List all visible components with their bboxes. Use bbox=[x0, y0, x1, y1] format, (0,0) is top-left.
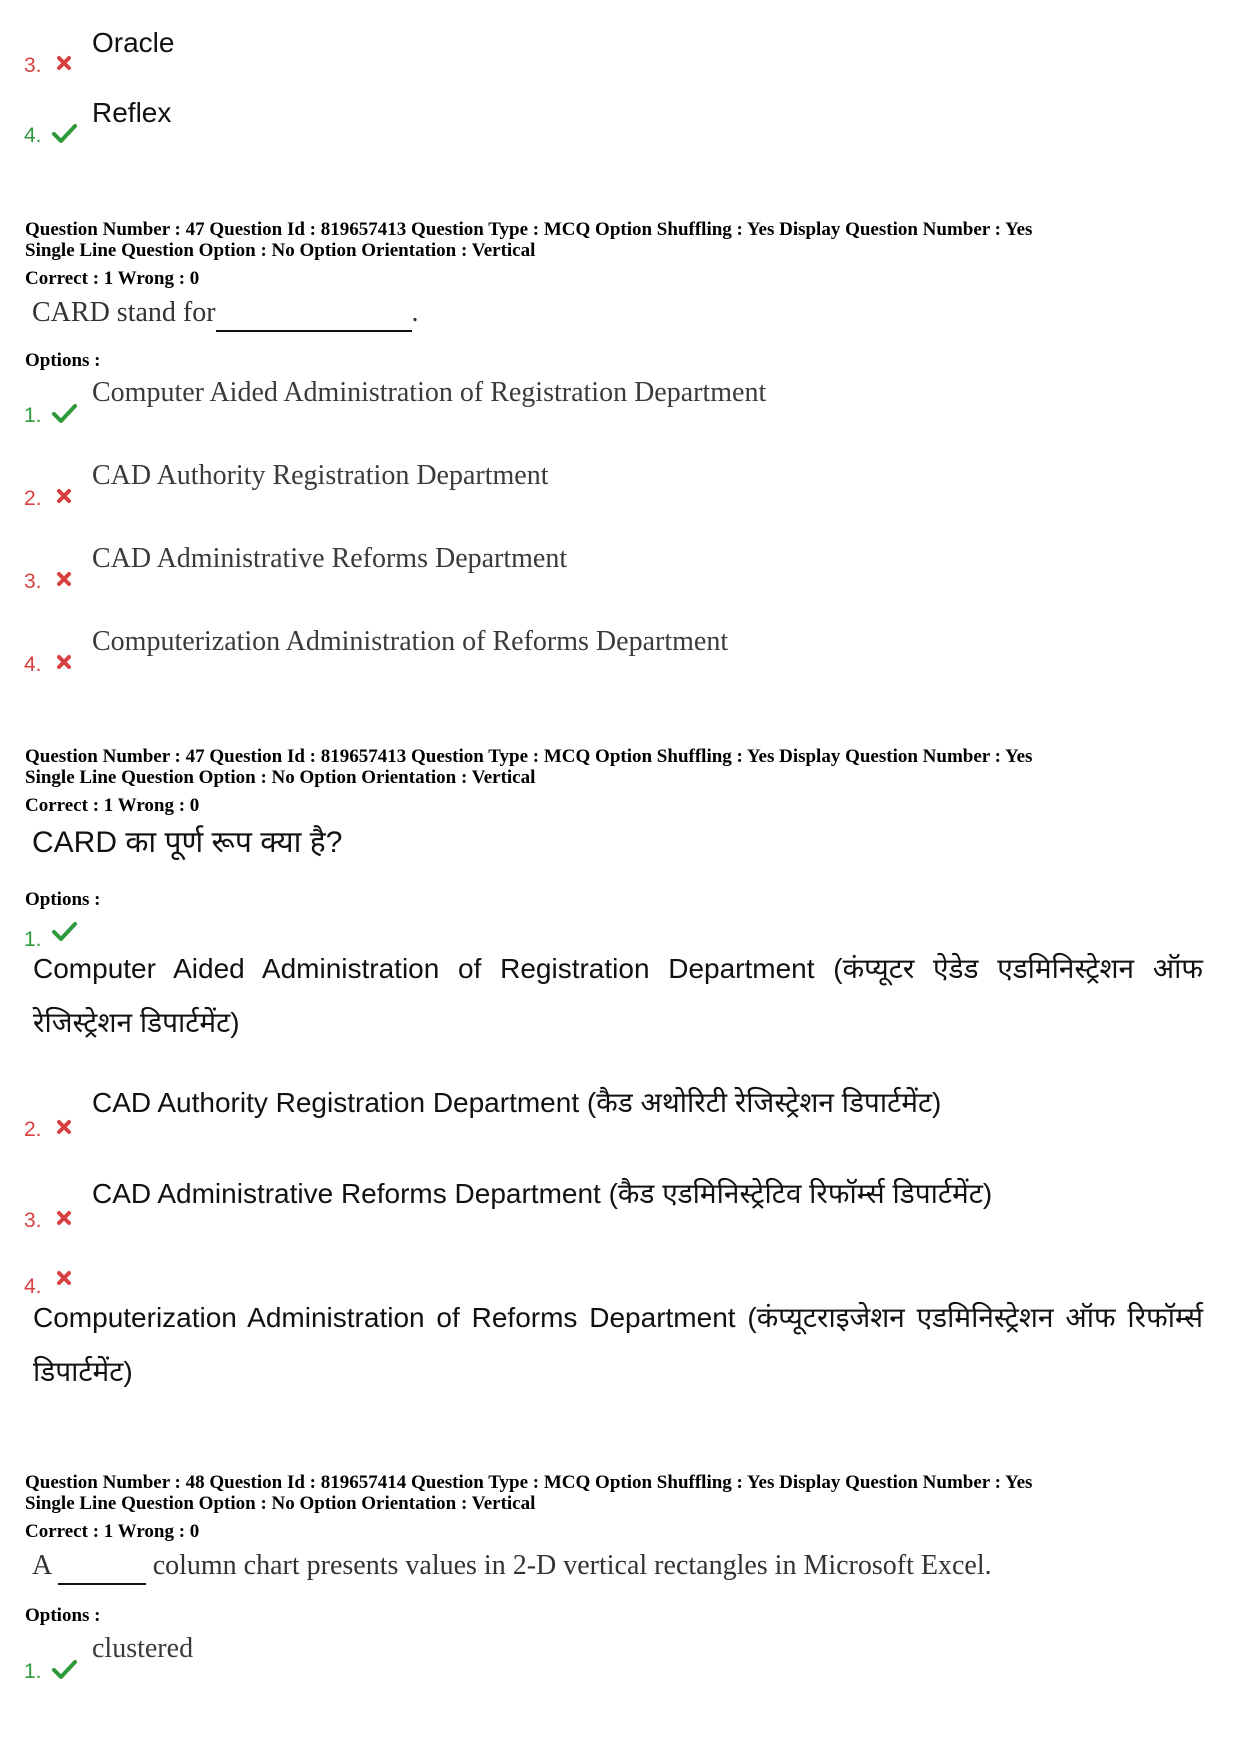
question-rest: column chart presents values in 2-D vertical rectangles in Microsoft Excel. bbox=[152, 1550, 992, 1581]
check-icon bbox=[51, 400, 77, 426]
cross-icon bbox=[51, 1265, 77, 1291]
cross-icon bbox=[51, 50, 77, 76]
options-label: Options : bbox=[25, 889, 101, 910]
option-text: CAD Administrative Reforms Department (कैड एडमिनिस्ट्रेटिव रिफॉर्म्स डिपार्टमेंट) bbox=[92, 1178, 993, 1209]
option-text: Reflex bbox=[92, 97, 172, 128]
option-number: 4. bbox=[24, 653, 42, 676]
option-text: clustered bbox=[92, 1633, 194, 1664]
question-meta: Single Line Question Option : No Option Orientation : Vertical bbox=[25, 240, 536, 261]
question-end: . bbox=[411, 297, 419, 328]
option-row bbox=[0, 1087, 1240, 1150]
option-number: 1. bbox=[24, 1660, 42, 1683]
option-number: 4. bbox=[24, 124, 42, 147]
option-row bbox=[0, 26, 1240, 86]
option-row bbox=[0, 459, 1240, 519]
question-meta: Single Line Question Option : No Option Orientation : Vertical bbox=[25, 1493, 536, 1514]
question-text: CARD का पूर्ण रूप क्या है? bbox=[32, 826, 343, 859]
option-row bbox=[0, 1632, 1240, 1692]
option-text: Computerization Administration of Reforms Department bbox=[92, 626, 729, 657]
marks-info: Correct : 1 Wrong : 0 bbox=[25, 795, 200, 816]
cross-icon bbox=[51, 1114, 77, 1140]
option-number: 1. bbox=[24, 404, 42, 427]
option-text: CAD Administrative Reforms Department bbox=[92, 543, 568, 574]
cross-icon bbox=[51, 566, 77, 592]
question-meta: Single Line Question Option : No Option Orientation : Vertical bbox=[25, 767, 536, 788]
question-stem: CARD stand for bbox=[32, 297, 216, 328]
question-meta: Question Number : 47 Question Id : 819657413 Question Type : MCQ Option Shuffling : Yes Display Question Number : Yes bbox=[25, 746, 1033, 767]
check-icon bbox=[51, 1656, 77, 1682]
option-row bbox=[0, 1178, 1240, 1241]
option-number: 4. bbox=[24, 1275, 42, 1298]
option-number: 2. bbox=[24, 487, 42, 510]
question-meta: Question Number : 48 Question Id : 819657414 Question Type : MCQ Option Shuffling : Yes Display Question Number : Yes bbox=[25, 1472, 1033, 1493]
cross-icon bbox=[51, 1205, 77, 1231]
option-text: Oracle bbox=[92, 27, 175, 58]
option-number: 2. bbox=[24, 1118, 42, 1141]
option-row bbox=[0, 96, 1240, 156]
marks-info: Correct : 1 Wrong : 0 bbox=[25, 1521, 200, 1542]
option-number: 3. bbox=[24, 54, 42, 77]
check-icon bbox=[51, 918, 77, 944]
question-text bbox=[32, 1549, 992, 1585]
option-text: Computer Aided Administration of Registration Department bbox=[92, 377, 767, 408]
option-text: CAD Authority Registration Department bbox=[92, 460, 549, 491]
option-text: Computerization Administration of Reforms Department (कंप्यूटराइजेशन एडमिनिस्ट्रेशन ऑफ रिफॉर्म्स डिपार्टमेंट) bbox=[33, 1302, 1203, 1387]
answer-blank bbox=[216, 296, 412, 332]
option-row bbox=[0, 376, 1240, 436]
cross-icon bbox=[51, 483, 77, 509]
options-label: Options : bbox=[25, 350, 101, 371]
question-text bbox=[32, 296, 419, 332]
option-number: 3. bbox=[24, 1209, 42, 1232]
question-stem: A bbox=[32, 1550, 51, 1581]
option-row bbox=[0, 625, 1240, 685]
option-row bbox=[0, 542, 1240, 602]
question-meta: Question Number : 47 Question Id : 819657413 Question Type : MCQ Option Shuffling : Yes Display Question Number : Yes bbox=[25, 219, 1033, 240]
answer-blank bbox=[58, 1549, 146, 1585]
cross-icon bbox=[51, 649, 77, 675]
option-number: 1. bbox=[24, 928, 42, 951]
marks-info: Correct : 1 Wrong : 0 bbox=[25, 268, 200, 289]
options-label: Options : bbox=[25, 1605, 101, 1626]
option-text: Computer Aided Administration of Registration Department (कंप्यूटर ऐडेड एडमिनिस्ट्रेशन ऑफ रेजिस्ट्रेशन डिपार्टमेंट) bbox=[33, 953, 1203, 1038]
option-number: 3. bbox=[24, 570, 42, 593]
option-text: CAD Authority Registration Department (कैड अथोरिटी रेजिस्ट्रेशन डिपार्टमेंट) bbox=[92, 1087, 942, 1118]
check-icon bbox=[51, 120, 77, 146]
